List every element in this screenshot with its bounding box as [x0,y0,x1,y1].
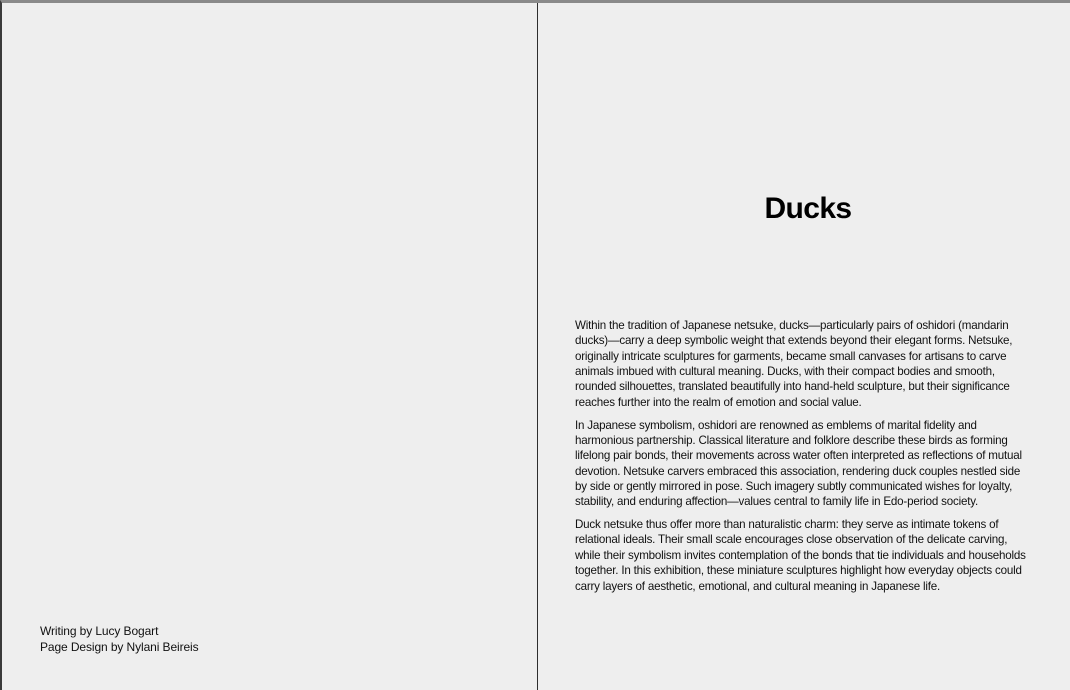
design-credit: Page Design by Nylani Beireis [40,640,199,654]
page-title: Ducks [764,192,852,225]
left-page [2,3,537,690]
right-page [538,3,1070,690]
body-text [575,318,1033,601]
credits [40,623,199,655]
writing-credit: Writing by Lucy Bogart [40,624,159,638]
paragraph: In Japanese symbolism, oshidori are renowned as emblems of marital fidelity and harmonious partnership. Classical literature and folklore describe these birds as forming lifelong pair bonds, their movements across water often interpreted as reflections of mutual devotion. Netsuke carvers embraced this association, rendering duck couples nestled side by side or gently mirrored in pose. Such imagery subtly communicated wishes for loyalty, stability, and enduring affection—values central to family life in Edo-period society. [575,418,1022,509]
paragraph: Within the tradition of Japanese netsuke, ducks—particularly pairs of oshidori (mandarin ducks)—carry a deep symbolic weight that extends beyond their elegant forms. Netsuke, originally intricate sculptures for garments, became small canvases for artisans to carve animals imbued with cultural meaning. Ducks, with their compact bodies and smooth, rounded silhouettes, translated beautifully into hand-held sculpture, but their significance reaches further into the realm of emotion and social value. [575,319,1013,409]
paragraph: Duck netsuke thus offer more than naturalistic charm: they serve as intimate tokens of relational ideals. Their small scale encourages close observation of the delicate carving, while their symbolism invites contemplation of the bonds that tie individuals and households together. In this exhibition, these miniature sculptures highlight how everyday objects could carry layers of aesthetic, emotional, and cultural meaning in Japanese life. [575,518,1026,593]
